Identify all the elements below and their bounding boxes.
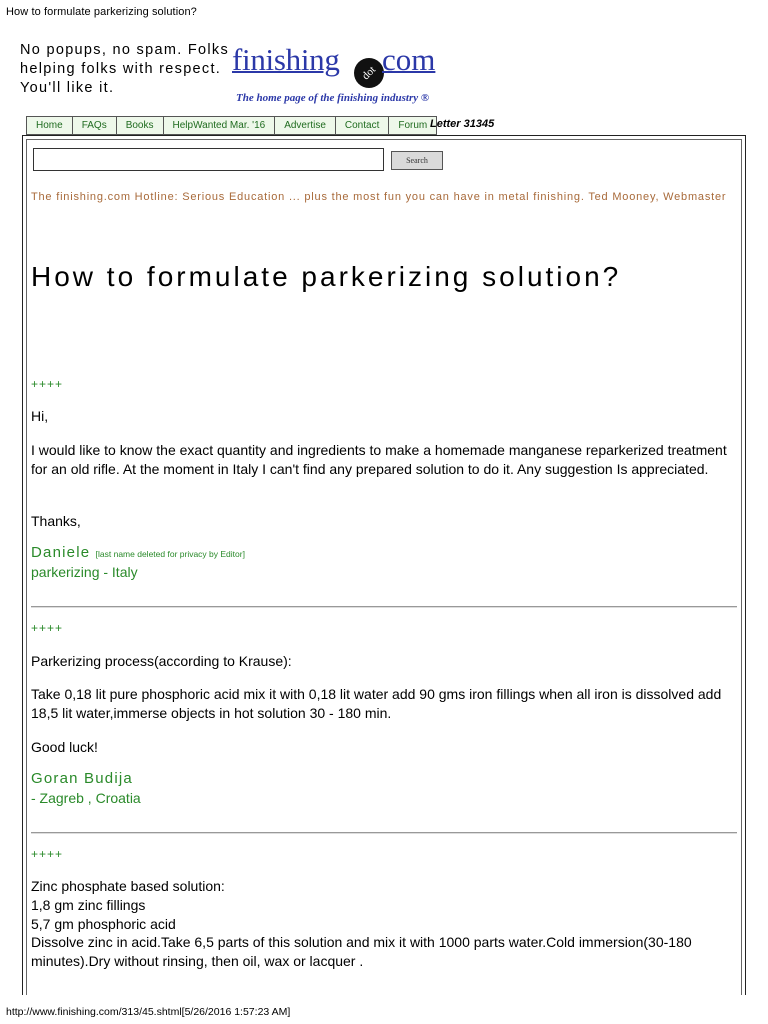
print-header: How to formulate parkerizing solution?: [6, 6, 197, 18]
post-closing: Good luck!: [31, 739, 98, 755]
nav-faqs[interactable]: FAQs: [73, 117, 117, 134]
post-divider: [31, 606, 737, 608]
nav-contact[interactable]: Contact: [336, 117, 389, 134]
letter-number: Letter 31345: [430, 118, 495, 130]
print-footer: http://www.finishing.com/313/45.shtml[5/26/2016 1:57:23 AM]: [6, 1006, 291, 1018]
hotline-text: The finishing.com Hotline: Serious Education ... plus the most fun you can have in metal finishing. Ted Mooney, Webmaster: [31, 191, 727, 203]
nav-helpwanted[interactable]: HelpWanted Mar. '16: [164, 117, 276, 134]
logo-subtitle: The home page of the finishing industry ®: [236, 92, 430, 104]
post-body: I would like to know the exact quantity and ingredients to make a homemade manganese reparkerized treatment for an old rifle. At the moment in Italy I can't find any prepared solution to do it. Any suggestion Is appreciated.: [31, 442, 727, 477]
post-line: Zinc phosphate based solution:: [31, 878, 225, 894]
nav-books[interactable]: Books: [117, 117, 164, 134]
logo-dot-icon: dot: [348, 52, 390, 94]
logo-text-finishing: finishing: [232, 42, 340, 77]
post-body: Take 0,18 lit pure phosphoric acid mix it with 0,18 lit water add 90 gms iron fillings when all iron is dissolved add 18,5 lit water,immerse objects in hot solution 30 - 180 min.: [31, 686, 722, 721]
site-logo[interactable]: [232, 42, 462, 110]
post-body: Dissolve zinc in acid.Take 6,5 parts of this solution and mix it with 1000 parts water.Cold immersion(30-180 minutes).Dry without rinsing, then oil, wax or lacquer .: [31, 934, 692, 969]
post-author: [31, 544, 245, 561]
post-location: - Zagreb , Croatia: [31, 790, 141, 806]
page-title: How to formulate parkerizing solution?: [31, 261, 622, 292]
post-intro: Parkerizing process(according to Krause):: [31, 653, 292, 669]
main-nav: [26, 116, 437, 135]
nav-home[interactable]: Home: [27, 117, 73, 134]
post-greeting: Hi,: [31, 408, 49, 424]
author-name: Daniele: [31, 544, 91, 561]
post-closing: Thanks,: [31, 513, 81, 529]
post-marker: ++++: [31, 621, 64, 635]
post-line: 5,7 gm phosphoric acid: [31, 916, 176, 932]
post-location: parkerizing - Italy: [31, 564, 138, 580]
post-marker: ++++: [31, 377, 64, 391]
post-divider: [31, 832, 737, 834]
nav-forum[interactable]: Forum: [389, 117, 436, 134]
search-input[interactable]: [33, 148, 384, 171]
search-button[interactable]: Search: [391, 151, 443, 170]
post-author: Goran Budija: [31, 770, 133, 787]
post-marker: ++++: [31, 847, 64, 861]
nav-advertise[interactable]: Advertise: [275, 117, 336, 134]
logo-text-com: com: [382, 42, 436, 77]
author-note: [last name deleted for privacy by Editor]: [95, 549, 245, 559]
site-tagline: No popups, no spam. Folks helping folks with respect. You'll like it.: [20, 42, 230, 96]
post-line: 1,8 gm zinc fillings: [31, 897, 146, 913]
